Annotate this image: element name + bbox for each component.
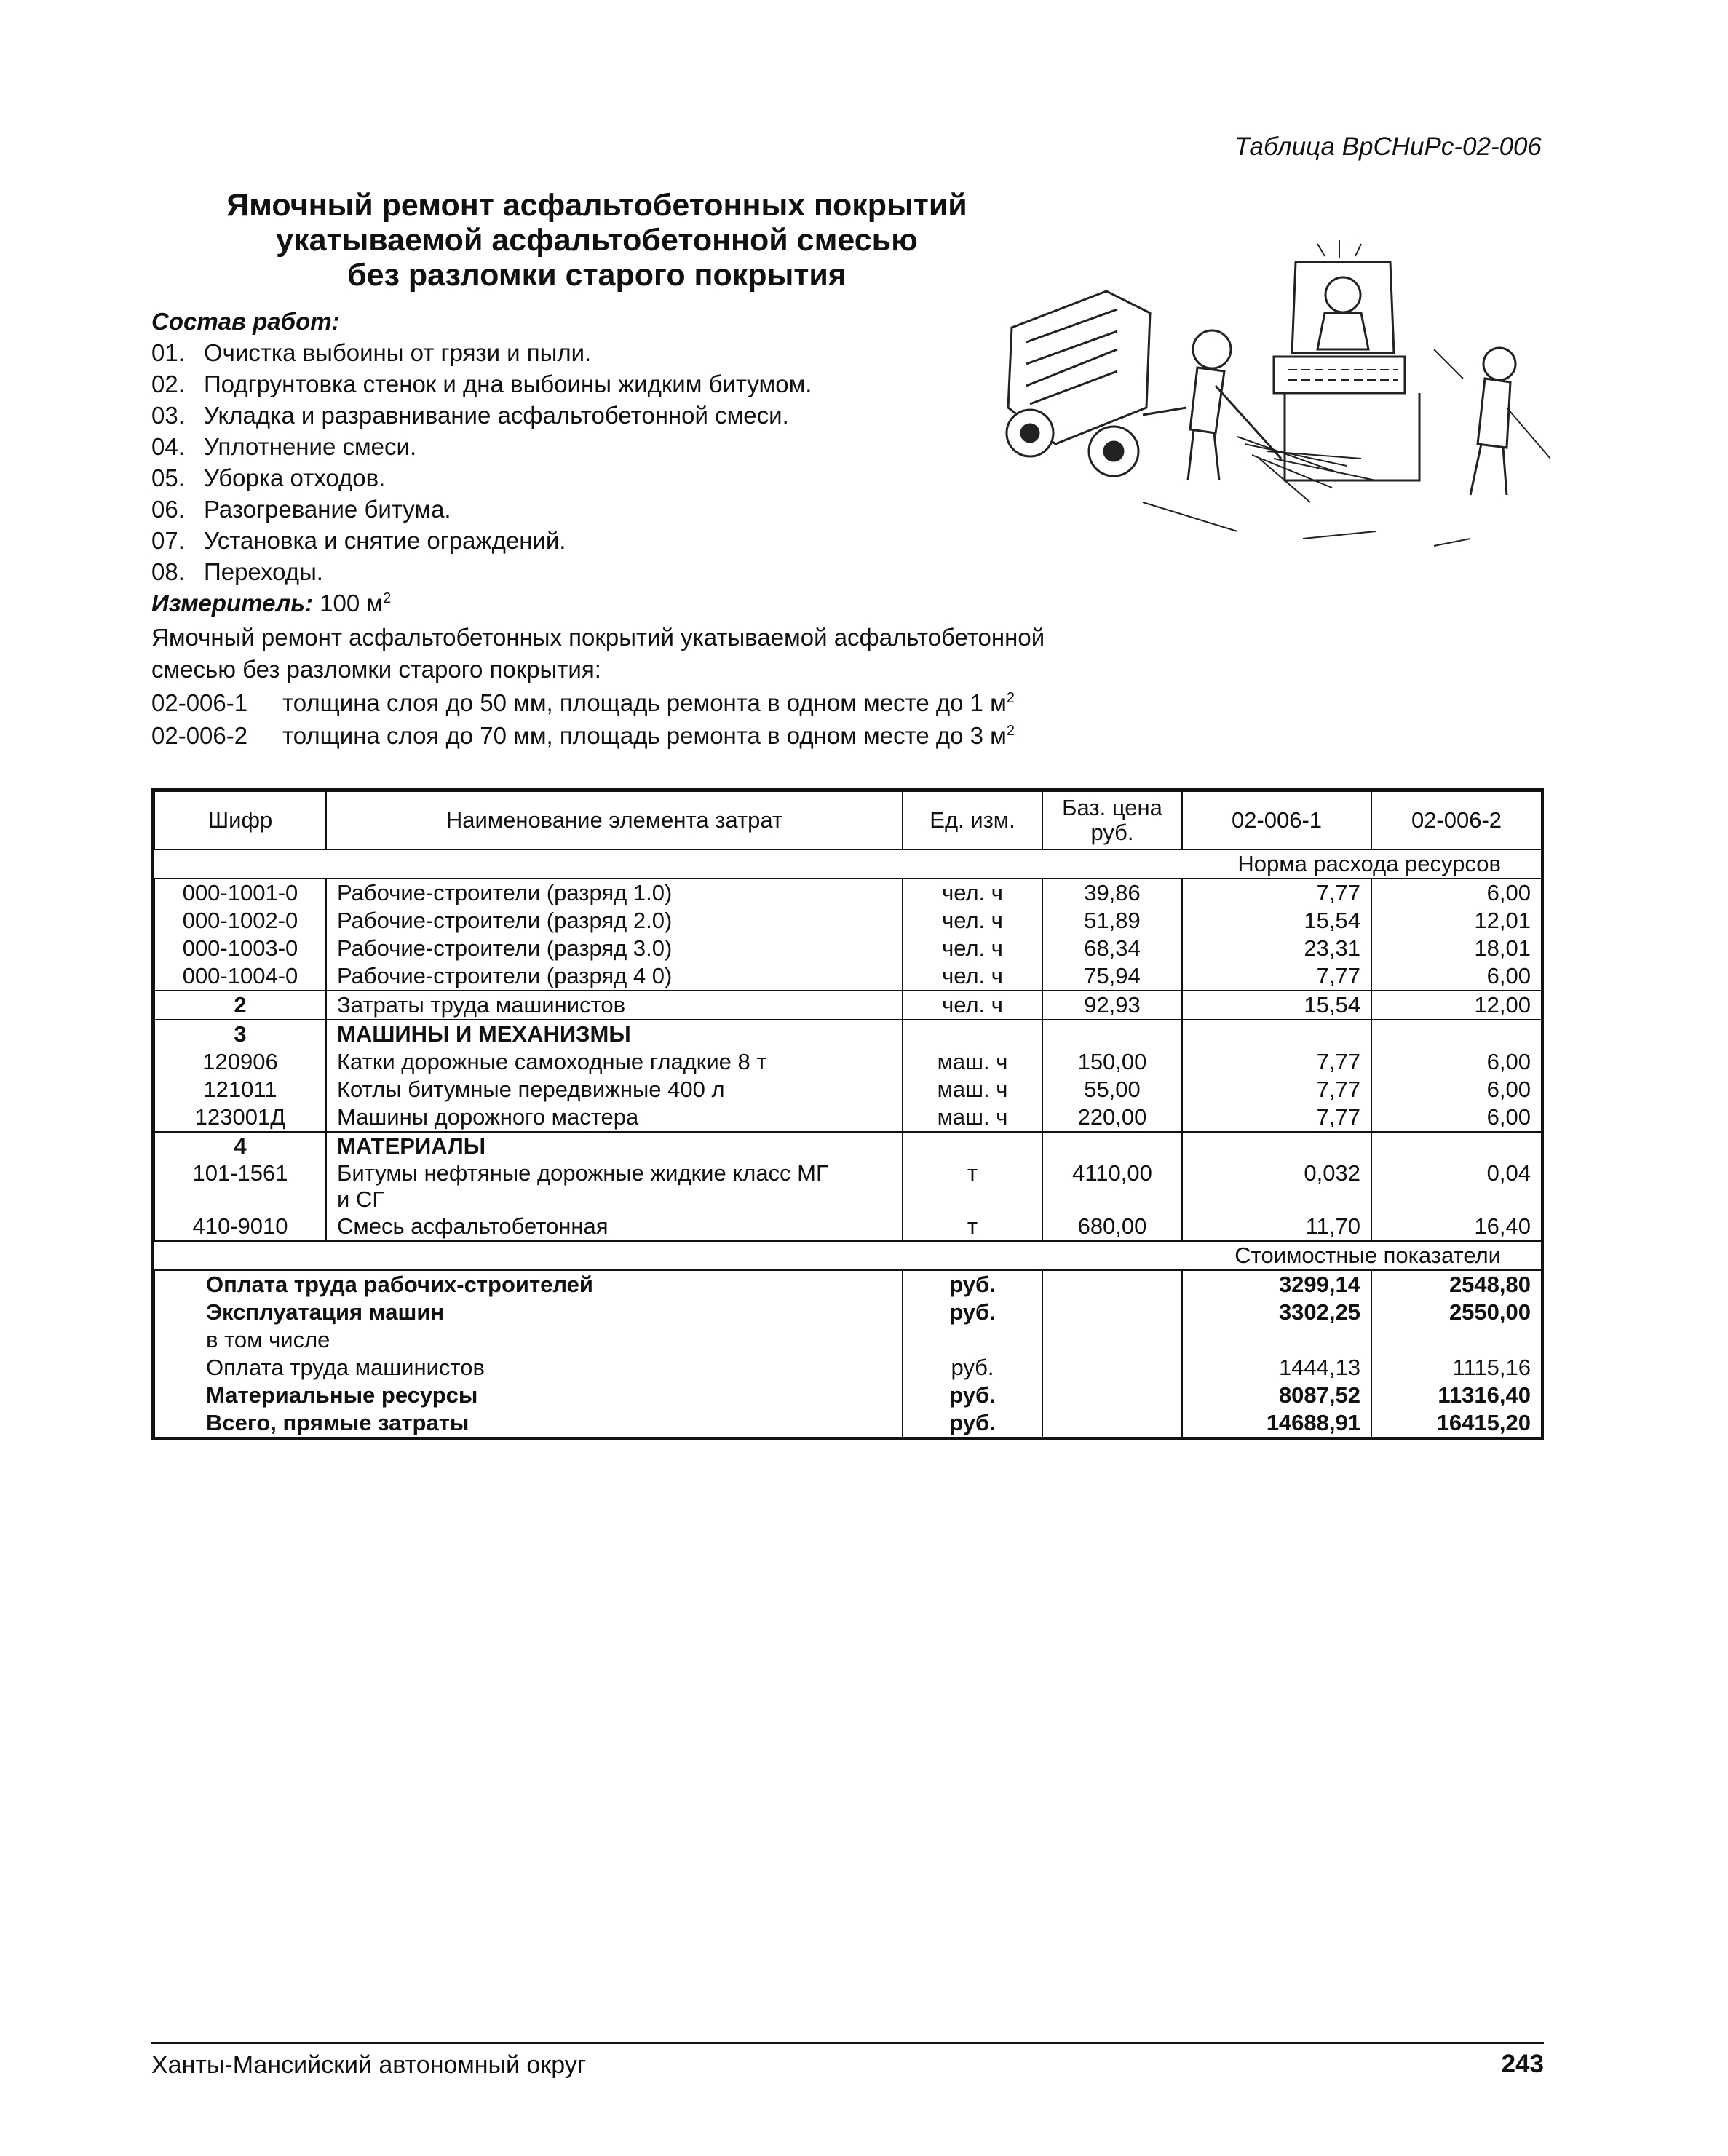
page-title [153,188,1041,293]
work-item: 05. Уборка отходов. [151,464,386,491]
variant-line: 02-006-2 толщина слоя до 70 мм, площадь ремонта в одном месте до 3 $м^2$ [151,722,1015,749]
table-id-label: Таблица ВрСНиРс-02-006 [1234,132,1542,161]
work-item: 06. Разогревание битума. [151,496,451,523]
measure-label: Измеритель: [151,590,313,617]
col-header: Наименование элемента затрат [326,791,903,849]
table-row: 120906 Катки дорожные самоходные гладкие 8 т маш. ч 150,00 7,77 6,00 [154,1048,1542,1076]
measure-value: 100 м [320,590,384,617]
table-row: 101-1561 Битумы нефтяные дорожные жидкие класс МГ и СГ т 4110,00 0,032 0,04 [154,1160,1542,1213]
table-row: 410-9010 Смесь асфальтобетонная т 680,00 11,70 16,40 [154,1213,1542,1241]
table-row: 000-1002-0 Рабочие-строители (разряд 2.0) чел. ч 51,89 15,54 12,01 [154,907,1542,935]
col-header: Ед. изм. [903,791,1042,849]
page-number: 243 [1501,2050,1544,2078]
col-header: Баз. цена руб. [1042,791,1182,849]
table-row: 000-1001-0 Рабочие-строители (разряд 1.0) чел. ч 39,86 7,77 6,00 [154,879,1542,907]
table-header-row [154,791,1542,849]
table-row-operators: 2 Затраты труда машинистов чел. ч 92,93 15,54 12,00 [154,991,1542,1020]
work-item: 04. Уплотнение смеси. [151,433,417,460]
work-item: 07. Установка и снятие ограждений. [151,527,566,554]
summary-row: Материальные ресурсы руб. 8087,52 11316,40 [154,1382,1542,1409]
title-line-3: без разломки старого покрытия [347,258,847,293]
title-line-2: укатываемой асфальтобетонной смесью [276,223,918,258]
cost-label-row: Стоимостные показатели [154,1241,1542,1270]
variant-line: 02-006-1 толщина слоя до 50 мм, площадь ремонта в одном месте до 1 $м^2$ [151,689,1015,716]
summary-row: Всего, прямые затраты руб. 14688,91 16415,20 [154,1409,1542,1437]
work-item: 02. Подгрунтовка стенок и дна выбоины жидким битумом. [151,370,812,397]
section-row-materials: 4 МАТЕРИАЛЫ [154,1132,1542,1160]
work-item: 08. Переходы. [151,558,323,585]
col-header: 02-006-2 [1371,791,1542,849]
footer-divider [151,2042,1544,2044]
table-row: 123001Д Машины дорожного мастера маш. ч 220,00 7,77 6,00 [154,1103,1542,1132]
works-heading: Состав работ: [151,308,340,335]
section-row-machines: 3 МАШИНЫ И МЕХАНИЗМЫ [154,1020,1542,1048]
table-row: 000-1004-0 Рабочие-строители (разряд 4 0) чел. ч 75,94 7,77 6,00 [154,962,1542,991]
summary-row: Оплата труда машинистов руб. 1444,13 1115,16 [154,1354,1542,1382]
footer-region: Ханты-Мансийский автономный округ [151,2051,587,2079]
col-header: 02-006-1 [1182,791,1371,849]
resource-table [151,788,1544,1440]
work-description [151,306,1170,751]
table-row: 000-1003-0 Рабочие-строители (разряд 3.0) чел. ч 68,34 23,31 18,01 [154,935,1542,962]
title-line-1: Ямочный ремонт асфальтобетонных покрытий [226,188,967,223]
work-summary-text: Ямочный ремонт асфальтобетонных покрытий укатываемой асфальтобетонной смесью без разломки старого покрытия: [151,624,1045,683]
measure-line: Измеритель: 100 $м^2$ [151,590,392,617]
work-item: 01. Очистка выбоины от грязи и пыли. [151,339,592,366]
summary-row: Оплата труда рабочих-строителей руб. 3299,14 2548,80 [154,1270,1542,1299]
work-item: 03. Укладка и разравнивание асфальтобетонной смеси. [151,402,789,429]
summary-row: в том числе [154,1326,1542,1354]
summary-row: Эксплуатация машин руб. 3302,25 2550,00 [154,1299,1542,1326]
col-header: Шифр [154,791,326,849]
table-row: 121011 Котлы битумные передвижные 400 л маш. ч 55,00 7,77 6,00 [154,1076,1542,1103]
norm-label-row: Норма расхода ресурсов [154,849,1542,879]
